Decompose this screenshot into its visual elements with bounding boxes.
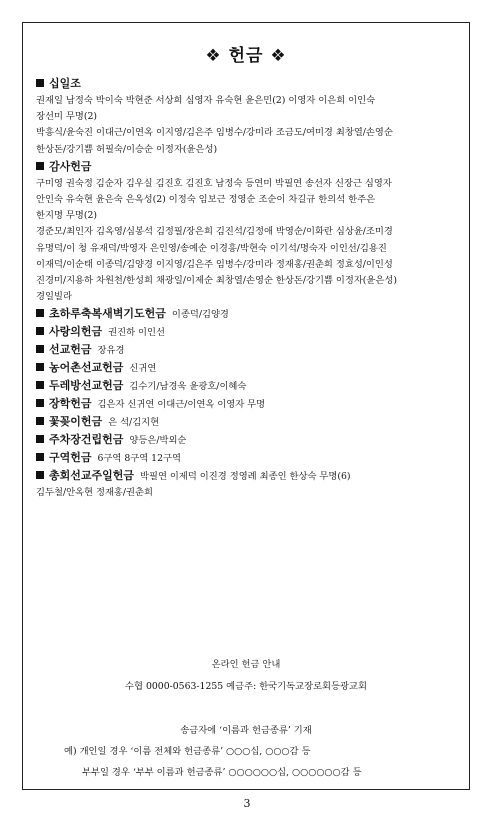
tithe-names-line: 박흥식/윤숙진 이대근/이연옥 이지영/김은주 임병수/강미라 조금도/여미경 최창열/손영순	[36, 127, 393, 139]
square-bullet-icon	[36, 381, 44, 389]
square-bullet-icon	[36, 471, 44, 479]
square-bullet-icon	[36, 453, 44, 461]
notice-account: 수협 0000-0563-1255 예금주: 한국기독교장로회등광교회	[125, 681, 367, 692]
section-flower: 꽃꽂이헌금 은 석/김지현	[36, 413, 459, 431]
section-parking: 주차장건립헌금 양등은/박외순	[36, 431, 459, 449]
thanks-names-line: 경일빌라	[36, 291, 72, 303]
notice-instruction: 송금자에 ‘이름과 헌금종류’ 기재	[180, 725, 312, 736]
section-heading-tithe: 십일조	[36, 75, 459, 93]
square-bullet-icon	[36, 345, 44, 353]
notice-title: 온라인 헌금 안내	[211, 659, 281, 670]
section-dawn-prayer: 초하루축복새벽기도헌금 이종덕/김양경	[36, 305, 459, 323]
section-scholarship: 장학헌금 김은자 신귀연 이대근/이연옥 이영자 무명	[36, 395, 459, 413]
thanks-names-line: 구미영 권숙정 김순자 김우실 김진호 김진호 남정숙 등연미 박필연 송선자 신장근 심영자	[36, 177, 392, 189]
thanks-names-line: 진경미/지용하 차원천/한성희 채광일/이제순 최창열/손영순 한상돈/강기쁨 이정자(윤은성)	[36, 274, 398, 286]
tithe-names-line: 권재일 남정숙 박이숙 박현준 서상희 심영자 유숙현 윤은민(2) 이영자 이은희 이인숙	[36, 95, 376, 106]
square-bullet-icon	[36, 435, 44, 443]
thanks-names-line: 안인숙 유숙현 윤은숙 은옥성(2) 이정숙 임보근 정영순 조순이 차길규 한의석 한주은	[36, 193, 376, 205]
notice-example-individual: 예) 개인일 경우 ‘이름 전체와 헌금종류’ ○○○십, ○○○감 등	[64, 746, 311, 757]
square-bullet-icon	[36, 162, 44, 170]
offering-list	[36, 75, 459, 501]
page-number: 3	[243, 797, 251, 810]
assembly-mission-names-line: 김두철/안옥현 정재홍/권춘희	[36, 487, 153, 499]
thanks-names-line: 경준모/최인자 김옥영/심봉석 김정필/장은희 김진석/김정애 박영순/이화란 심상윤/조미경	[36, 226, 393, 238]
thanks-names-line: 유명덕/이 청 유재덕/박영자 은인영/송예순 이경흥/박현숙 이기석/명숙자 이인선/김용진	[36, 242, 387, 254]
section-mission: 선교헌금 장유경	[36, 341, 459, 359]
square-bullet-icon	[36, 79, 44, 87]
section-district: 구역헌금 6구역 8구역 12구역	[36, 449, 459, 467]
thanks-names-line: 이재덕/이순태 이종덕/김양경 이지영/김은주 임병수/강미라 정재홍/권춘희 정효성/이인성	[36, 258, 393, 270]
tithe-names-line: 한상돈/강기쁨 허필숙/이승순 이정자(윤은성)	[36, 143, 218, 155]
square-bullet-icon	[36, 417, 44, 425]
section-love: 사랑의헌금 권진하 이인선	[36, 323, 459, 341]
section-durebang-mission: 두레방선교헌금 김수기/남경욱 윤광호/이혜숙	[36, 377, 459, 395]
square-bullet-icon	[36, 363, 44, 371]
square-bullet-icon	[36, 399, 44, 407]
page-title: ❖ 헌금 ❖	[205, 46, 287, 66]
thanks-names-line: 한지명 무명(2)	[36, 210, 98, 222]
offering-page-frame	[22, 22, 470, 790]
section-assembly-mission: 총회선교주일헌금 박필연 이제덕 이진경 정영례 최종인 한상숙 무명(6)	[36, 467, 459, 485]
section-rural-mission: 농어촌선교헌금 신귀연	[36, 359, 459, 377]
square-bullet-icon	[36, 309, 44, 317]
section-heading-thanks: 감사헌금	[36, 158, 459, 176]
tithe-names-line: 장선미 무명(2)	[36, 111, 98, 123]
notice-example-couple: 부부일 경우 ‘부부 이름과 헌금종류’ ○○○○○○십, ○○○○○○감 등	[82, 767, 362, 778]
square-bullet-icon	[36, 327, 44, 335]
